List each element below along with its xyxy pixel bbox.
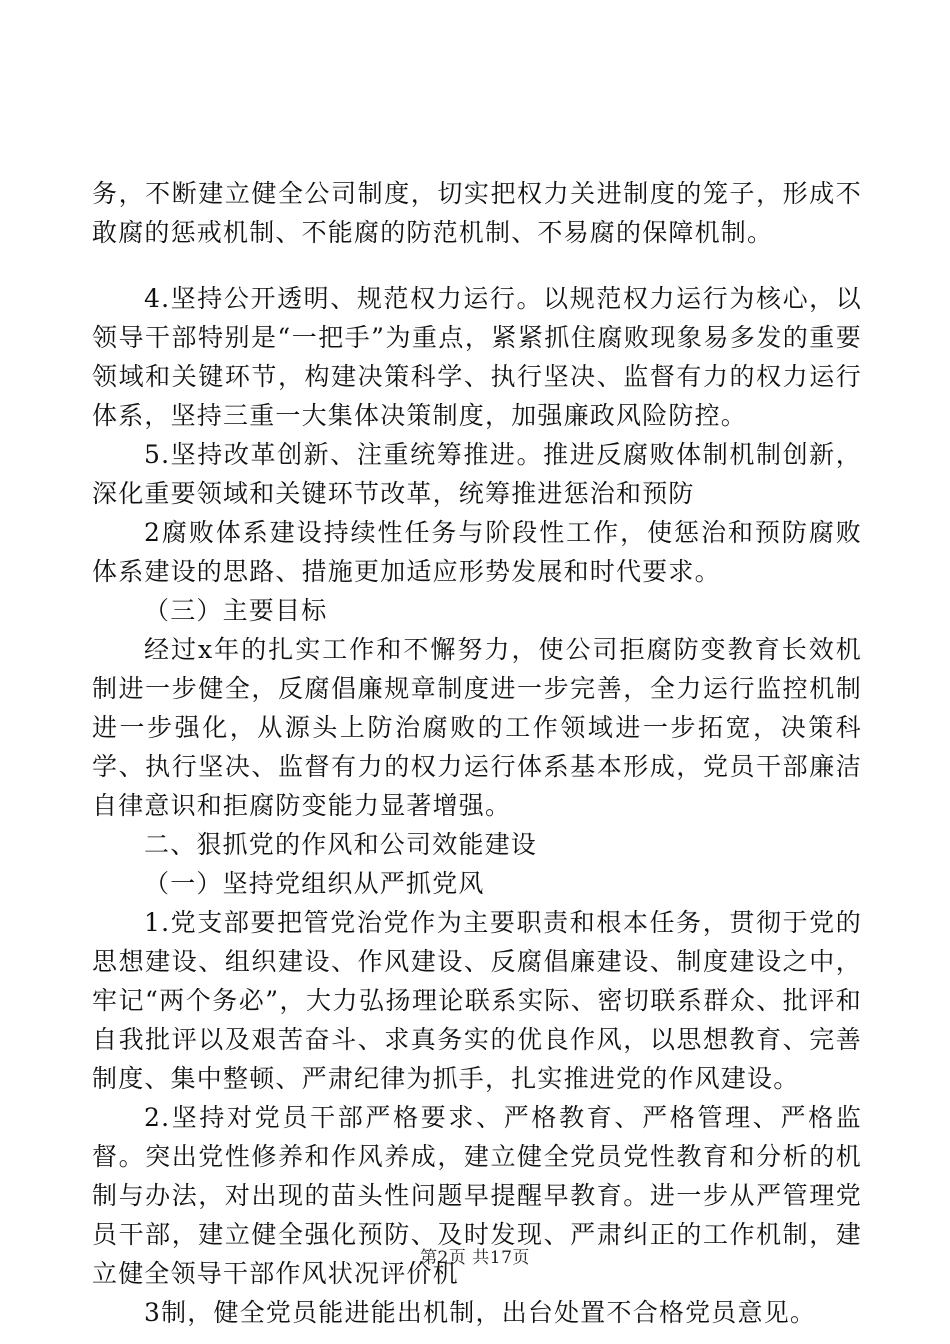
paragraph-item-4: 4.坚持公开透明、规范权力运行。以规范权力运行为核心，以领导干部特别是“一把手”为重点，紧紧抓住腐败现象易多发的重要领域和关键环节，构建决策科学、执行坚决、监督有力的权力运行体系，坚持三重一大集体决策制度，加强廉政风险防控。	[92, 284, 862, 430]
paragraph-item-5: 5.坚持改革创新、注重统筹推进。推进反腐败体制机制创新，深化重要领域和关键环节改革，统筹推进惩治和预防	[92, 440, 862, 508]
paragraph-item-3: 3制，健全党员能进能出机制，出台处置不合格党员意见。	[144, 1298, 817, 1327]
paragraph-continuation: 务，不断建立健全公司制度，切实把权力关进制度的笼子，形成不敢腐的惩戒机制、不能腐的防范机制、不易腐的保障机制。	[92, 179, 862, 247]
document-body	[92, 174, 862, 1332]
page-number-footer: 第2页 共17页	[420, 1248, 530, 1268]
paragraph-item-5-continued: 2腐败体系建设持续性任务与阶段性工作，使惩治和预防腐败体系建设的思路、措施更加适应形势发展和时代要求。	[92, 518, 862, 586]
section-heading-2: 二、狠抓党的作风和公司效能建设	[144, 830, 538, 859]
paragraph-item-1: 1.党支部要把管党治党作为主要职责和根本任务，贯彻于党的思想建设、组织建设、作风建设、反腐倡廉建设、制度建设之中，牢记“两个务必”，大力弘扬理论联系实际、密切联系群众、批评和自我批评以及艰苦奋斗、求真务实的优良作风，以思想教育、完善制度、集中整顿、严肃纪律为抓手，扎实推进党的作风建设。	[92, 908, 862, 1093]
section-heading-main-goals: （三）主要目标	[144, 596, 328, 625]
paragraph-main-goals: 经过x年的扎实工作和不懈努力，使公司拒腐防变教育长效机制进一步健全，反腐倡廉规章制度进一步完善，全力运行监控机制进一步强化，从源头上防治腐败的工作领域进一步拓宽，决策科学、执行坚决、监督有力的权力运行体系基本形成，党员干部廉洁自律意识和拒腐防变能力显著增强。	[92, 635, 862, 820]
subsection-heading-1: （一）坚持党组织从严抓党风	[144, 869, 485, 898]
paragraph-item-2: 2.坚持对党员干部严格要求、严格教育、严格管理、严格监督。突出党性修养和作风养成，建立健全党员党性教育和分析的机制与办法，对出现的苗头性问题早提醒早教育。进一步从严管理党员干部，建立健全强化预防、及时发现、严肃纠正的工作机制，建立健全领导干部作风状况评价机	[92, 1103, 862, 1288]
